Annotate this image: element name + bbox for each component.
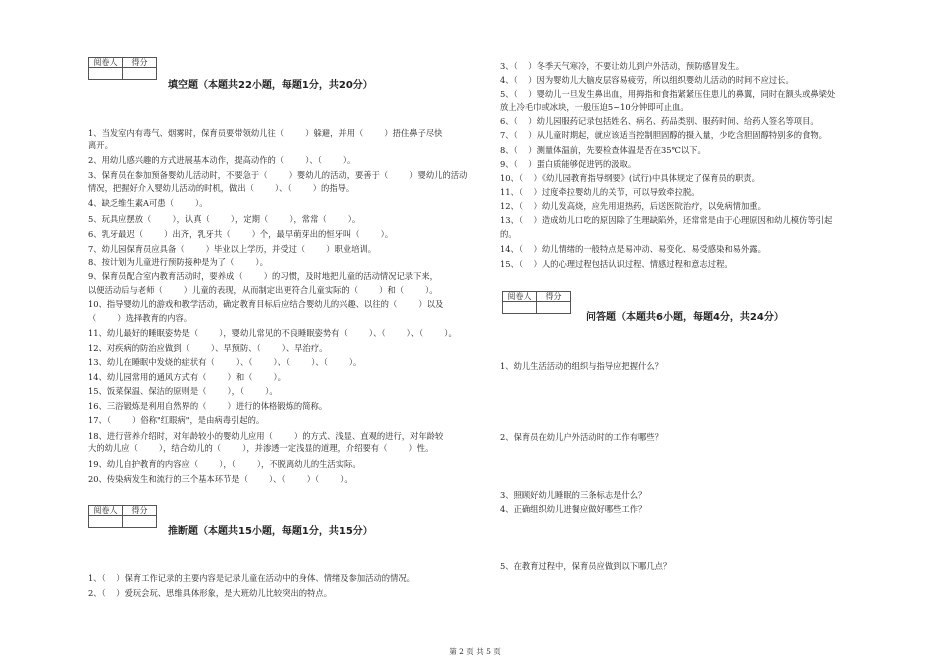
qa-question: 2、保育员在幼儿户外活动时的工作有哪些？ [500,432,663,442]
judge-line: 4、（ ）因为婴幼儿大脑皮层容易疲劳，所以组织婴幼儿活动的时间不应过长。 [500,75,794,85]
question-line: 17、（ ）俗称"红眼病"，是由病毒引起的。 [88,415,265,425]
fill-section-title: 填空题（本题共22小题，每题1分，共20分） [168,80,373,91]
reviewer-label: 阅卷人 [89,506,123,516]
judge-line: 3、（ ）冬季天气寒冷，不要让幼儿到户外活动，预防感冒发生。 [500,61,744,71]
score-box-qa [502,291,571,314]
score-box-fill [88,57,157,80]
question-line: （ ）选择教育的内容。 [88,313,193,323]
question-line: 14、幼儿园常用的通风方式有（ ）和（ ）。 [88,372,286,382]
question-line: 20、传染病发生和流行的三个基本环节是（ ）、（ ）（ ）。 [88,474,353,484]
question-line: 离开。 [88,140,113,150]
question-line: 7、幼儿园保育员应具备（ ）毕业以上学历，并受过（ ）职业培训。 [88,244,377,254]
qa-question: 1、幼儿生活活动的组织与指导应把握什么？ [500,361,663,371]
score-box-judge [88,505,157,528]
question-line: 19、幼儿自护教育的内容应（ ），（ ），不脱离幼儿的生活实际。 [88,459,361,469]
question-line: 11、幼儿最好的睡眠姿势是（ ），婴幼儿常见的不良睡眠姿势有（ ）、（ ）、（ ）。 [88,328,457,338]
question-line: 12、对疾病的防治应做到（ ）、早预防、（ ）、早治疗。 [88,343,328,353]
question-line: 8、按计划为儿童进行预防接种是为了（ ）。 [88,257,268,267]
question-line: 2、用幼儿感兴趣的方式进展基本动作，提高动作的（ ）、（ ）。 [88,155,356,165]
score-label: 得分 [537,292,571,302]
judge-line: 2、（ ）爱玩会玩、思维具体形象，是大班幼儿比较突出的特点。 [88,588,332,598]
reviewer-label: 阅卷人 [503,292,537,302]
judge-line: 8、（ ）测量体温前，先要检查体温是否在35℃以下。 [500,145,706,155]
judge-line: 放上冷毛巾或冰块，一般压迫5~10分钟即可止血。 [500,102,689,112]
qa-question: 3、照顾好幼儿睡眠的三条标志是什么？ [500,490,647,500]
judge-line: 的。 [500,229,517,239]
judge-line: 6、（ ）幼儿园服药记录包括姓名、病名、药品类别、服药时间、给药人签名等项目。 [500,116,819,126]
question-line: 10、指导婴幼儿的游戏和教学活动，确定教育目标后应结合婴幼儿的兴趣、以往的（ ）以及 [88,299,444,309]
judge-line: 11、（ ）过度牵拉婴幼儿的关节，可以导致牵拉脱。 [500,187,700,197]
question-line: 大的幼儿应（ ），结合幼儿的（ ），并渗透一定浅显的道理，介绍要有（ ）性。 [88,443,434,453]
page-number: 第 2 页 共 5 页 [449,647,501,656]
question-line: 13、幼儿在睡眠中发烧的症状有（ ）、（ ）、（ ）、（ ）。 [88,357,362,367]
question-line: 情况，把握好介入婴幼儿活动的时机，做出（ ）、（ ）的指导。 [88,183,355,193]
question-line: 1、当发室内有毒气、烟雾时，保育员要带领幼儿往（ ）躲避，并用（ ）捂住鼻子尽快 [88,128,443,138]
qa-section-title: 问答题（本题共6小题，每题4分，共24分） [586,312,784,323]
question-line: 9、保育员配合室内教育活动时，要养成（ ）的习惯，及时地把儿童的活动情况记录下来， [88,271,438,281]
question-line: 3、保育员在参加预备婴幼儿活动时，不要急于（ ）婴幼儿的活动，要善于（ ）婴幼儿的活动 [88,170,468,180]
judge-line: 7、（ ）从儿童时期起，就应该适当控制胆固醇的摄入量，少吃含胆固醇特别多的食物。 [500,130,827,140]
judge-line: 9、（ ）蛋白质能够促进钙的汲取。 [500,159,637,169]
question-line: 15、饭菜保温、保洁的原则是（ ），（ ）。 [88,386,278,396]
qa-question: 5、在教育过程中，保育员应做到以下哪几点？ [500,561,672,571]
question-line: 4、缺乏维生素A可患（ ）。 [88,198,208,208]
score-label: 得分 [123,58,157,68]
question-line: 16、三浴锻炼是利用自然界的（ ）进行的体格锻炼的简称。 [88,401,328,411]
judge-line: 12、（ ）幼儿发高烧，应先用退热药，后送医院治疗，以免病情加重。 [500,201,766,211]
question-line: 6、乳牙最迟（ ）出齐，乳牙共（ ）个，最早萌芽出的恒牙叫（ ）。 [88,229,394,239]
judge-line: 10、（ ）《幼儿园教育指导纲要》(试行)中具体规定了保育员的职责。 [500,173,760,183]
score-label: 得分 [123,506,157,516]
judge-line: 1、（ ）保育工作记录的主要内容是记录儿童在活动中的身体、情绪及参加活动的情况。 [88,573,415,583]
judge-line: 13、（ ）造成幼儿口吃的原因除了生理缺陷外，还常常是由于心理原因和幼儿模仿等引起 [500,215,833,225]
question-line: 18、进行营养介绍时，对年龄较小的婴幼儿应用（ ）的方式、浅显、直观的进行，对年龄较 [88,431,444,441]
qa-question: 4、正确组织幼儿进餐应做好哪些工作？ [500,504,647,514]
reviewer-label: 阅卷人 [89,58,123,68]
question-line: 5、玩具应摆放（ ），认真（ ），定期（ ），常常（ ）。 [88,214,361,224]
judge-section-title: 推断题（本题共15小题，每题1分，共15分） [168,526,373,537]
question-line: 以便活动后与老师（ ）儿童的表现，从而制定出更符合儿童实际的（ ）和（ ）。 [88,285,438,295]
judge-line: 14、（ ）幼儿情绪的一般特点是易冲动、易变化、易受感染和易外露。 [500,244,766,254]
judge-line: 5、（ ）婴幼儿一旦发生鼻出血，用拇指和食指紧紧压住患儿的鼻翼，同时在额头或鼻梁处 [500,89,836,99]
judge-line: 15、（ ）人的心理过程包括认识过程、情感过程和意志过程。 [500,259,733,269]
